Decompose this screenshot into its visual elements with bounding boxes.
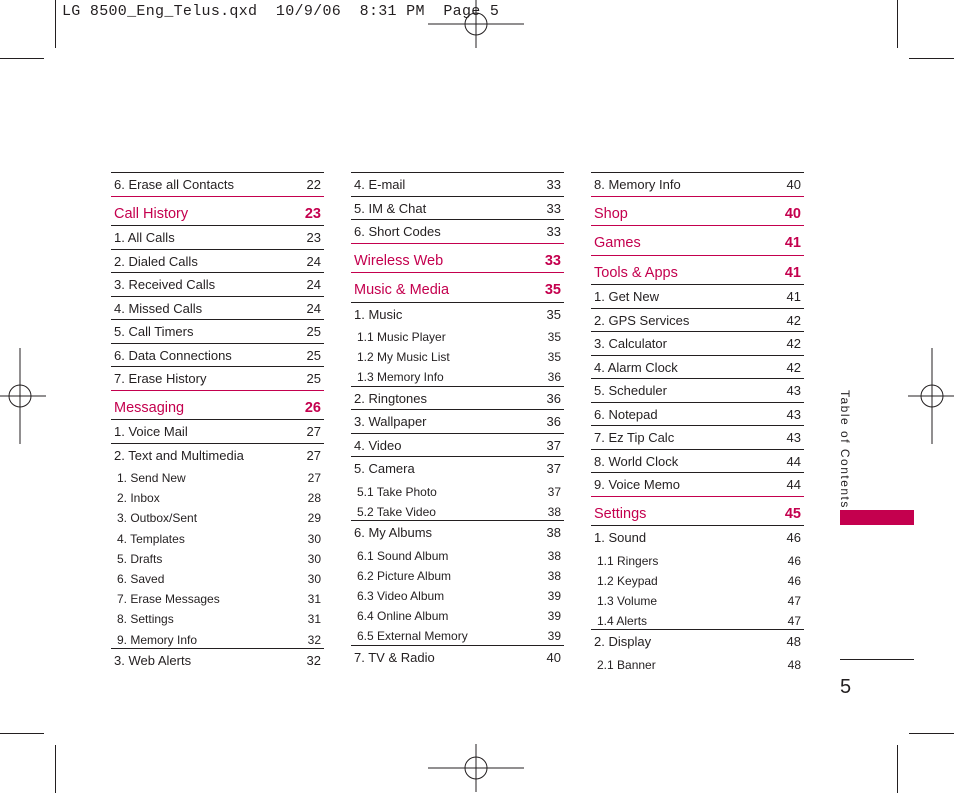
section-rule <box>111 390 324 391</box>
toc-entry <box>591 477 804 493</box>
toc-page: 31 <box>307 592 321 607</box>
toc-entry <box>351 391 564 407</box>
toc-entry <box>351 438 564 454</box>
entry-rule <box>351 302 564 303</box>
toc-entry <box>351 177 564 193</box>
toc-label: 1.3 Volume <box>597 593 658 608</box>
entry-rule <box>591 449 804 450</box>
toc-page: 45 <box>784 505 801 522</box>
toc-subentry <box>111 571 324 587</box>
crop-mark <box>55 745 56 793</box>
toc-label: 9. Voice Memo <box>594 477 680 492</box>
side-title: Table of Contents <box>838 390 852 509</box>
toc-subentry <box>351 504 564 520</box>
entry-rule <box>111 172 324 173</box>
toc-label: 1.4 Alerts <box>597 614 648 629</box>
toc-label: 2. Text and Multimedia <box>114 447 244 463</box>
toc-label: 9. Memory Info <box>117 632 198 647</box>
toc-entry <box>351 650 564 666</box>
toc-page: 43 <box>786 383 801 398</box>
toc-page: 25 <box>306 347 321 363</box>
entry-rule <box>591 378 804 379</box>
entry-rule <box>351 409 564 410</box>
toc-label: Wireless Web <box>354 252 444 269</box>
toc-subentry <box>591 553 804 569</box>
toc-label: 1. All Calls <box>114 230 175 245</box>
toc-subentry <box>111 551 324 567</box>
entry-rule <box>591 284 804 285</box>
toc-page: 24 <box>306 300 321 316</box>
entry-rule <box>351 520 564 521</box>
entry-rule <box>111 319 324 320</box>
toc-entry <box>591 454 804 470</box>
toc-label: 1. Voice Mail <box>114 424 188 439</box>
toc-label: 5. Call Timers <box>114 324 194 339</box>
toc-label: 8. World Clock <box>594 453 679 469</box>
toc-page: 37 <box>546 437 561 453</box>
toc-page: 36 <box>546 390 561 406</box>
toc-section <box>351 282 564 298</box>
toc-entry <box>591 313 804 329</box>
toc-page: 30 <box>307 531 321 546</box>
entry-rule <box>591 308 804 309</box>
toc-label: 6.4 Online Album <box>357 609 449 624</box>
toc-page: 46 <box>786 530 801 545</box>
toc-page: 47 <box>787 593 801 608</box>
toc-entry <box>111 230 324 246</box>
registration-mark-icon <box>0 348 46 444</box>
toc-label: Call History <box>114 205 189 222</box>
toc-subentry <box>351 548 564 564</box>
toc-page: 24 <box>306 277 321 292</box>
entry-rule <box>111 419 324 420</box>
toc-page: 41 <box>786 289 801 304</box>
toc-entry <box>591 336 804 352</box>
toc-page: 31 <box>307 612 321 627</box>
toc-label: 1.1 Ringers <box>597 553 659 568</box>
toc-page: 26 <box>304 399 321 416</box>
toc-entry <box>591 177 804 193</box>
toc-page: 38 <box>546 525 561 540</box>
toc-page: 41 <box>784 235 801 251</box>
toc-page: 32 <box>307 632 321 647</box>
toc-label: 5. Scheduler <box>594 383 667 398</box>
toc-page: 33 <box>546 200 561 216</box>
toc-entry <box>351 525 564 541</box>
toc-section <box>351 253 564 269</box>
toc-page: 33 <box>546 224 561 239</box>
entry-rule <box>111 272 324 273</box>
toc-subentry <box>111 632 324 648</box>
toc-subentry <box>111 531 324 547</box>
toc-label: 8. Memory Info <box>594 177 681 192</box>
crop-mark <box>897 0 898 48</box>
section-tab <box>840 510 914 525</box>
toc-entry <box>591 383 804 399</box>
toc-page: 35 <box>546 306 561 322</box>
toc-label: 2. GPS Services <box>594 312 690 328</box>
toc-section <box>591 506 804 522</box>
toc-page: 22 <box>306 177 321 192</box>
toc-label: Games <box>594 235 641 251</box>
toc-page: 35 <box>547 350 561 365</box>
toc-entry <box>351 224 564 240</box>
toc-label: 2. Ringtones <box>354 390 427 406</box>
toc-label: 1. Send New <box>117 471 186 485</box>
entry-rule <box>591 172 804 173</box>
toc-subentry <box>591 573 804 589</box>
entry-rule <box>111 366 324 367</box>
toc-entry <box>591 530 804 546</box>
entry-rule <box>351 386 564 387</box>
toc-page: 42 <box>786 312 801 328</box>
toc-label: 4. E-mail <box>354 177 406 192</box>
toc-page: 37 <box>547 484 561 499</box>
entry-rule <box>111 225 324 226</box>
toc-entry <box>111 277 324 293</box>
crop-mark <box>897 745 898 793</box>
toc-page: 37 <box>546 461 561 477</box>
toc-section <box>111 400 324 416</box>
entry-rule <box>111 296 324 297</box>
toc-entry <box>351 414 564 430</box>
toc-label: 7. Erase History <box>114 371 207 386</box>
toc-page: 27 <box>306 424 321 439</box>
toc-entry <box>111 653 324 669</box>
toc-page: 33 <box>544 252 561 269</box>
toc-entry <box>591 289 804 305</box>
file-slug: LG 8500_Eng_Telus.qxd 10/9/06 8:31 PM Page 5 <box>62 3 500 20</box>
entry-rule <box>351 645 564 646</box>
toc-page: 40 <box>786 177 801 192</box>
toc-page: 35 <box>547 330 561 344</box>
entry-rule <box>591 629 804 630</box>
toc-page: 32 <box>306 652 321 668</box>
toc-label: 5.1 Take Photo <box>357 484 437 499</box>
toc-subentry <box>351 329 564 345</box>
toc-page: 42 <box>786 359 801 375</box>
toc-entry <box>351 461 564 477</box>
entry-rule <box>591 472 804 473</box>
toc-label: 6. Erase all Contacts <box>114 177 234 192</box>
toc-page: 33 <box>546 177 561 192</box>
toc-subentry <box>591 593 804 609</box>
toc-subentry <box>351 349 564 365</box>
toc-entry <box>111 371 324 387</box>
toc-entry <box>111 448 324 464</box>
toc-label: Music & Media <box>354 282 450 298</box>
entry-rule <box>111 343 324 344</box>
registration-mark-icon <box>428 0 524 48</box>
toc-page: 39 <box>547 588 561 603</box>
toc-page: 27 <box>307 471 321 485</box>
entry-rule <box>591 402 804 403</box>
toc-label: 6.2 Picture Album <box>357 568 452 583</box>
toc-page: 43 <box>786 430 801 445</box>
toc-page: 47 <box>787 614 801 629</box>
toc-label: 4. Video <box>354 437 402 453</box>
toc-section <box>591 265 804 281</box>
toc-label: 5. Drafts <box>117 551 163 566</box>
toc-page: 40 <box>784 205 801 222</box>
toc-page: 38 <box>547 504 561 519</box>
toc-page: 28 <box>307 491 321 506</box>
toc-label: Messaging <box>114 399 185 416</box>
toc-page: 25 <box>306 371 321 386</box>
toc-entry <box>111 324 324 340</box>
toc-page: 39 <box>547 629 561 644</box>
toc-label: 6. Data Connections <box>114 347 232 363</box>
section-rule <box>591 255 804 256</box>
toc-label: 1.3 Memory Info <box>357 370 444 385</box>
entry-rule <box>591 425 804 426</box>
section-rule <box>111 196 324 197</box>
toc-page: 48 <box>787 657 801 672</box>
toc-entry <box>351 201 564 217</box>
entry-rule <box>111 443 324 444</box>
toc-page: 46 <box>787 573 801 588</box>
toc-entry <box>351 307 564 323</box>
entry-rule <box>351 456 564 457</box>
toc-label: 6. My Albums <box>354 525 433 540</box>
toc-subentry <box>351 369 564 385</box>
entry-rule <box>351 172 564 173</box>
toc-label: 7. Ez Tip Calc <box>594 430 675 445</box>
crop-mark <box>909 733 954 734</box>
toc-page: 27 <box>306 447 321 463</box>
toc-entry <box>111 254 324 270</box>
toc-label: 6. Short Codes <box>354 224 441 239</box>
registration-mark-icon <box>908 348 954 444</box>
toc-page: 30 <box>307 572 321 586</box>
toc-label: 7. TV & Radio <box>354 649 435 665</box>
toc-label: 1. Get New <box>594 289 660 304</box>
section-rule <box>591 196 804 197</box>
toc-page: 44 <box>786 453 801 469</box>
toc-page: 30 <box>307 551 321 566</box>
toc-label: 2.1 Banner <box>597 657 656 672</box>
page-number: 5 <box>840 676 852 698</box>
toc-entry <box>111 177 324 193</box>
crop-mark <box>0 58 44 59</box>
toc-page: 29 <box>307 511 321 526</box>
toc-entry <box>111 348 324 364</box>
toc-label: 6. Saved <box>117 572 165 586</box>
toc-entry <box>111 424 324 440</box>
toc-label: 3. Outbox/Sent <box>117 511 198 526</box>
toc-page: 35 <box>544 282 561 298</box>
entry-rule <box>351 219 564 220</box>
toc-entry <box>591 407 804 423</box>
toc-entry <box>591 360 804 376</box>
toc-page: 39 <box>547 609 561 624</box>
entry-rule <box>591 331 804 332</box>
section-rule <box>591 496 804 497</box>
crop-mark <box>0 733 44 734</box>
toc-page: 41 <box>784 264 801 281</box>
toc-label: 6.3 Video Album <box>357 588 445 603</box>
toc-entry <box>111 301 324 317</box>
toc-subentry <box>351 588 564 604</box>
toc-label: 5. IM & Chat <box>354 200 427 216</box>
toc-label: 2. Display <box>594 634 652 650</box>
toc-page: 23 <box>304 205 321 222</box>
entry-rule <box>351 196 564 197</box>
toc-subentry <box>351 568 564 584</box>
toc-subentry <box>111 490 324 506</box>
registration-mark-icon <box>428 744 524 792</box>
toc-label: 1. Music <box>354 306 403 322</box>
toc-page: 36 <box>547 370 561 385</box>
toc-page: 46 <box>787 553 801 568</box>
entry-rule <box>351 433 564 434</box>
toc-label: 6. Notepad <box>594 406 658 422</box>
toc-subentry <box>111 470 324 486</box>
toc-page: 23 <box>306 230 321 245</box>
toc-label: 3. Web Alerts <box>114 652 192 668</box>
toc-entry <box>591 430 804 446</box>
toc-page: 42 <box>786 336 801 351</box>
page-number-rule <box>840 659 914 660</box>
toc-page: 24 <box>306 253 321 269</box>
toc-label: 1.2 My Music List <box>357 350 450 365</box>
toc-page: 40 <box>546 649 561 665</box>
toc-label: 3. Wallpaper <box>354 414 427 430</box>
entry-rule <box>591 525 804 526</box>
toc-page: 25 <box>306 324 321 339</box>
toc-page: 43 <box>786 406 801 422</box>
toc-label: 3. Received Calls <box>114 277 216 292</box>
toc-section <box>591 235 804 251</box>
entry-rule <box>591 355 804 356</box>
toc-page: 38 <box>547 568 561 583</box>
toc-subentry <box>111 510 324 526</box>
entry-rule <box>111 249 324 250</box>
toc-label: 2. Dialed Calls <box>114 253 198 269</box>
toc-label: 5.2 Take Video <box>357 504 436 519</box>
toc-label: 6.5 External Memory <box>357 629 468 644</box>
section-rule <box>351 272 564 273</box>
toc-label: 3. Calculator <box>594 336 667 351</box>
crop-mark <box>55 0 56 48</box>
toc-label: 7. Erase Messages <box>117 592 220 607</box>
toc-section <box>111 206 324 222</box>
toc-subentry <box>111 611 324 627</box>
toc-page: 38 <box>547 548 561 563</box>
toc-label: Tools & Apps <box>594 264 678 281</box>
toc-label: 4. Alarm Clock <box>594 359 678 375</box>
section-rule <box>351 243 564 244</box>
toc-page: 44 <box>786 477 801 492</box>
section-rule <box>591 225 804 226</box>
entry-rule <box>111 648 324 649</box>
toc-entry <box>591 634 804 650</box>
toc-subentry <box>351 608 564 624</box>
toc-label: 1.1 Music Player <box>357 330 446 344</box>
toc-label: 4. Templates <box>117 531 185 546</box>
toc-label: Settings <box>594 505 647 522</box>
toc-label: 6.1 Sound Album <box>357 548 449 563</box>
toc-label: 4. Missed Calls <box>114 300 203 316</box>
toc-label: 5. Camera <box>354 461 415 477</box>
toc-subentry <box>591 657 804 673</box>
toc-page: 36 <box>546 414 561 430</box>
toc-label: 1.2 Keypad <box>597 573 658 588</box>
toc-subentry <box>111 591 324 607</box>
toc-page: 48 <box>786 634 801 650</box>
toc-label: Shop <box>594 205 628 222</box>
toc-label: 2. Inbox <box>117 491 160 506</box>
toc-subentry <box>351 484 564 500</box>
toc-subentry <box>351 628 564 644</box>
toc-label: 8. Settings <box>117 612 174 627</box>
toc-label: 1. Sound <box>594 530 647 545</box>
crop-mark <box>909 58 954 59</box>
toc-subentry <box>591 613 804 629</box>
toc-section <box>591 206 804 222</box>
